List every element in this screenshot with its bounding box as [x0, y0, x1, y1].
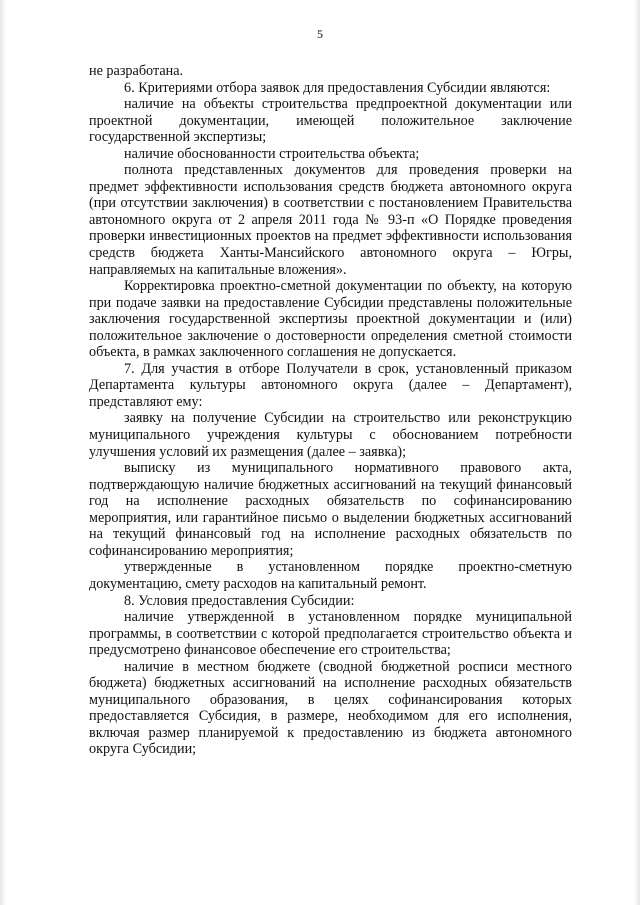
- paragraph-correction-rule: Корректировка проектно-сметной документации по объекту, на которую при подаче заявки на предоставление Субсидии представлены положительные заключения государственной экспертизы проектной документации и (или) положительное заключение о достоверности определения сметной стоимости объекта, в рамках заключенного соглашения не допускается.: [89, 278, 572, 361]
- paragraph-criterion-justification: наличие обоснованности строительства объекта;: [124, 145, 420, 162]
- paragraph-clause-7: 7. Для участия в отборе Получатели в срок, установленный приказом Департамента культуры автономного округа (далее – Департамент), представляют ему:: [89, 360, 572, 410]
- paragraph-criterion-documentation: наличие на объекты строительства предпроектной документации или проектной документации, имеющей положительное заключение государственной экспертизы;: [89, 96, 572, 146]
- scan-edge-left: [0, 0, 6, 905]
- paragraph-condition-program: наличие утвержденной в установленном порядке муниципальной программы, в соответствии с которой предполагается строительство объекта и предусмотрено финансовое обеспечение его строительства;: [89, 609, 572, 659]
- paragraph-clause-6: 6. Критериями отбора заявок для предоставления Субсидии являются:: [124, 79, 551, 96]
- paragraph-extract: выписку из муниципального нормативного правового акта, подтверждающую наличие бюджетных ассигнований на текущий финансовый год на исполнение расходных обязательств по софинансированию мероприятия, или гарантийное письмо о выделении бюджетных ассигнований на текущий финансовый год на исполнение расходных обязательств по софинансированию мероприятия;: [89, 460, 572, 559]
- paragraph-continuation: не разработана.: [89, 63, 184, 79]
- document-body: [89, 63, 572, 758]
- paragraph-condition-budget: наличие в местном бюджете (сводной бюджетной росписи местного бюджета) бюджетных ассигнований на исполнение расходных обязательств муниципального образования, в целях софинансирования которых предоставляется Субсидия, в размере, необходимом для его исполнения, включая размер планируемой к предоставлению из бюджета автономного округа Субсидии;: [89, 658, 572, 758]
- paragraph-clause-8: 8. Условия предоставления Субсидии:: [124, 592, 355, 609]
- scan-edge-right: [634, 0, 640, 905]
- paragraph-approved-docs: утвержденные в установленном порядке проектно-сметную документацию, смету расходов на капитальный ремонт.: [89, 559, 572, 592]
- paragraph-criterion-completeness: полнота представленных документов для проведения проверки на предмет эффективности использования средств бюджета автономного округа (при отсутствии заключения) в соответствии с постановлением Правительства автономного округа от 2 апреля 2011 года № 93-п «О Порядке проведения проверки инвестиционных проектов на предмет эффективности использования средств бюджета Ханты-Мансийского автономного округа – Югры, направляемых на капитальные вложения».: [89, 162, 572, 278]
- paragraph-application: заявку на получение Субсидии на строительство или реконструкцию муниципального учреждения культуры с обоснованием потребности улучшения условий их размещения (далее – заявка);: [89, 410, 572, 460]
- page-number: 5: [317, 27, 323, 41]
